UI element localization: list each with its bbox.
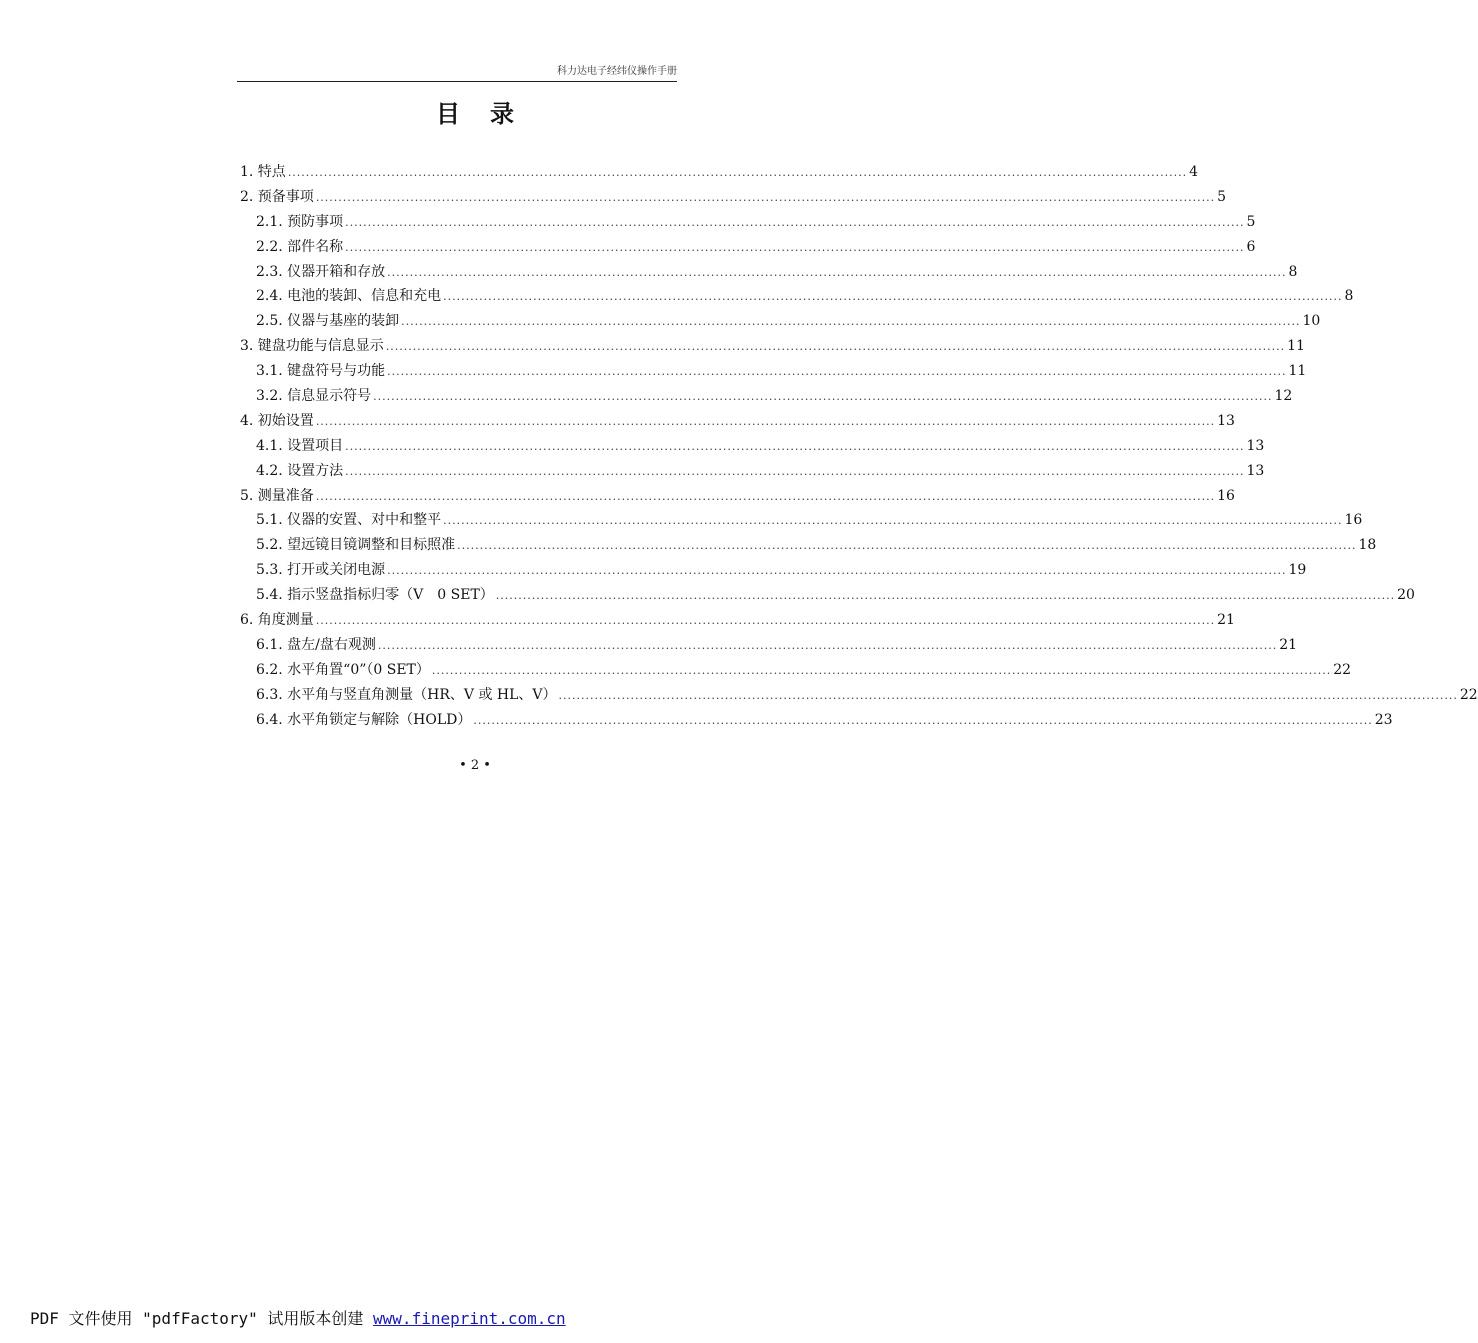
toc-entry-label: 3.2. 信息显示符号: [256, 388, 372, 405]
toc-entry[interactable]: [240, 210, 1256, 235]
toc-leader-dots: ........................................................................................................................................................................................................: [377, 638, 1278, 652]
toc-entry-label: 3.1. 键盘符号与功能: [256, 363, 386, 380]
toc-entry[interactable]: [240, 459, 1265, 484]
toc-entry-page: 13: [1246, 462, 1265, 479]
toc-leader-dots: ........................................................................................................................................................................................................: [387, 564, 1287, 578]
toc-entry-label: 6. 角度测量: [240, 612, 314, 629]
toc-entry-page: 19: [1288, 562, 1307, 579]
toc-entry-page: 13: [1217, 412, 1235, 429]
toc-entry[interactable]: [240, 384, 1293, 409]
toc-entry[interactable]: [240, 160, 1199, 185]
toc-entry-page: 16: [1344, 512, 1363, 529]
toc-entry-page: 22: [1333, 661, 1352, 678]
toc-entry-label: 2.5. 仪器与基座的装卸: [256, 313, 400, 330]
page-number: • 2 •: [459, 758, 491, 773]
toc-entry-page: 11: [1287, 338, 1305, 355]
toc-leader-dots: ........................................................................................................................................................................................................: [443, 290, 1343, 304]
toc-entry-page: 5: [1217, 188, 1227, 205]
toc-entry[interactable]: [240, 260, 1298, 285]
toc-entry-label: 2.3. 仪器开箱和存放: [256, 263, 386, 280]
toc-entry[interactable]: [240, 683, 1478, 708]
toc-leader-dots: ........................................................................................................................................................................................................: [457, 539, 1357, 553]
toc-entry-label: 1. 特点: [240, 164, 286, 180]
page-title: 目录: [436, 99, 544, 128]
toc-entry[interactable]: [240, 434, 1265, 459]
toc-entry[interactable]: [240, 508, 1363, 533]
toc-leader-dots: ........................................................................................................................................................................................................: [387, 265, 1287, 279]
toc-entry-label: 4.1. 设置项目: [256, 437, 344, 454]
toc-entry[interactable]: [240, 185, 1227, 210]
toc-entry[interactable]: [240, 284, 1354, 309]
toc-leader-dots: ........................................................................................................................................................................................................: [287, 166, 1188, 179]
toc-entry-page: 10: [1302, 313, 1321, 330]
toc-entry[interactable]: [240, 235, 1256, 260]
toc-entry-label: 5.4. 指示竖盘指标归零（V 0 SET）: [256, 587, 494, 604]
toc-entry-label: 2.4. 电池的装卸、信息和充电: [256, 288, 442, 305]
toc-entry-page: 5: [1246, 213, 1256, 230]
toc-entry-page: 11: [1288, 363, 1307, 380]
toc-leader-dots: ........................................................................................................................................................................................................: [345, 215, 1245, 229]
toc-entry[interactable]: [240, 708, 1393, 733]
toc-entry[interactable]: [240, 309, 1321, 334]
running-header: [237, 65, 677, 82]
toc-entry-label: 5.1. 仪器的安置、对中和整平: [256, 512, 442, 529]
toc-leader-dots: ........................................................................................................................................................................................................: [495, 589, 1396, 603]
toc-entry-page: 20: [1397, 587, 1415, 604]
toc-leader-dots: ........................................................................................................................................................................................................: [387, 365, 1287, 379]
toc-entry-page: 22: [1459, 686, 1478, 703]
toc-entry-page: 6: [1246, 238, 1256, 255]
toc-leader-dots: ........................................................................................................................................................................................................: [345, 240, 1245, 254]
toc-entry-page: 8: [1288, 263, 1298, 280]
toc-leader-dots: ........................................................................................................................................................................................................: [385, 340, 1286, 354]
toc-leader-dots: ........................................................................................................................................................................................................: [315, 489, 1216, 503]
toc-entry-label: 5. 测量准备: [240, 487, 314, 504]
toc-entry-label: 4.2. 设置方法: [256, 462, 344, 479]
toc-entry-page: 18: [1358, 537, 1377, 554]
toc-entry[interactable]: [240, 409, 1235, 434]
toc-leader-dots: ........................................................................................................................................................................................................: [315, 614, 1216, 628]
toc-entry-label: 6.1. 盘左/盘右观测: [256, 636, 376, 653]
toc-entry[interactable]: [240, 359, 1307, 384]
toc-entry-page: 21: [1279, 636, 1298, 653]
toc-leader-dots: ........................................................................................................................................................................................................: [345, 439, 1245, 453]
toc-leader-dots: ........................................................................................................................................................................................................: [431, 663, 1332, 677]
toc-entry[interactable]: [240, 658, 1352, 683]
footer-link[interactable]: www.fineprint.com.cn: [373, 1309, 566, 1328]
toc-entry[interactable]: [240, 533, 1377, 558]
toc-entry-page: 23: [1374, 711, 1393, 728]
toc-entry-label: 4. 初始设置: [240, 412, 314, 429]
toc-entry-label: 6.4. 水平角锁定与解除（HOLD）: [256, 711, 472, 728]
toc-entry-page: 13: [1246, 437, 1265, 454]
toc-entry-label: 2. 预备事项: [240, 188, 314, 205]
pdf-footer: [30, 1306, 566, 1329]
toc-entry-label: 3. 键盘功能与信息显示: [240, 338, 384, 355]
toc-entry-label: 6.3. 水平角与竖直角测量（HR、V 或 HL、V）: [256, 686, 557, 703]
toc-entry-page: 16: [1217, 487, 1235, 504]
toc-entry[interactable]: [240, 608, 1235, 633]
footer-text: PDF 文件使用 "pdfFactory" 试用版本创建: [30, 1309, 374, 1328]
toc-entry-page: 4: [1189, 164, 1199, 180]
toc-leader-dots: ........................................................................................................................................................................................................: [473, 713, 1373, 727]
toc-entry[interactable]: [240, 583, 1415, 608]
toc-leader-dots: ........................................................................................................................................................................................................: [373, 390, 1273, 404]
toc-entry-page: 21: [1217, 612, 1235, 629]
toc-leader-dots: ........................................................................................................................................................................................................: [315, 414, 1216, 428]
toc-entry-label: 6.2. 水平角置“0”（0 SET）: [256, 661, 430, 678]
toc-leader-dots: ........................................................................................................................................................................................................: [443, 514, 1343, 528]
toc-leader-dots: ........................................................................................................................................................................................................: [558, 688, 1458, 702]
toc-entry[interactable]: [240, 633, 1298, 658]
toc-leader-dots: ........................................................................................................................................................................................................: [315, 190, 1216, 204]
toc-entry-page: 12: [1274, 388, 1293, 405]
toc-entry-label: 5.3. 打开或关闭电源: [256, 562, 386, 579]
toc-entry-page: 8: [1344, 288, 1354, 305]
table-of-contents: [240, 160, 1478, 732]
toc-entry[interactable]: [240, 558, 1307, 583]
toc-entry[interactable]: [240, 484, 1235, 509]
toc-entry-label: 5.2. 望远镜目镜调整和目标照准: [256, 537, 456, 554]
toc-leader-dots: ........................................................................................................................................................................................................: [401, 315, 1301, 329]
toc-entry[interactable]: [240, 334, 1305, 359]
toc-entry-label: 2.1. 预防事项: [256, 213, 344, 230]
toc-leader-dots: ........................................................................................................................................................................................................: [345, 464, 1245, 478]
toc-entry-label: 2.2. 部件名称: [256, 238, 344, 255]
header-text: 科力达电子经纬仪操作手册: [557, 66, 677, 77]
